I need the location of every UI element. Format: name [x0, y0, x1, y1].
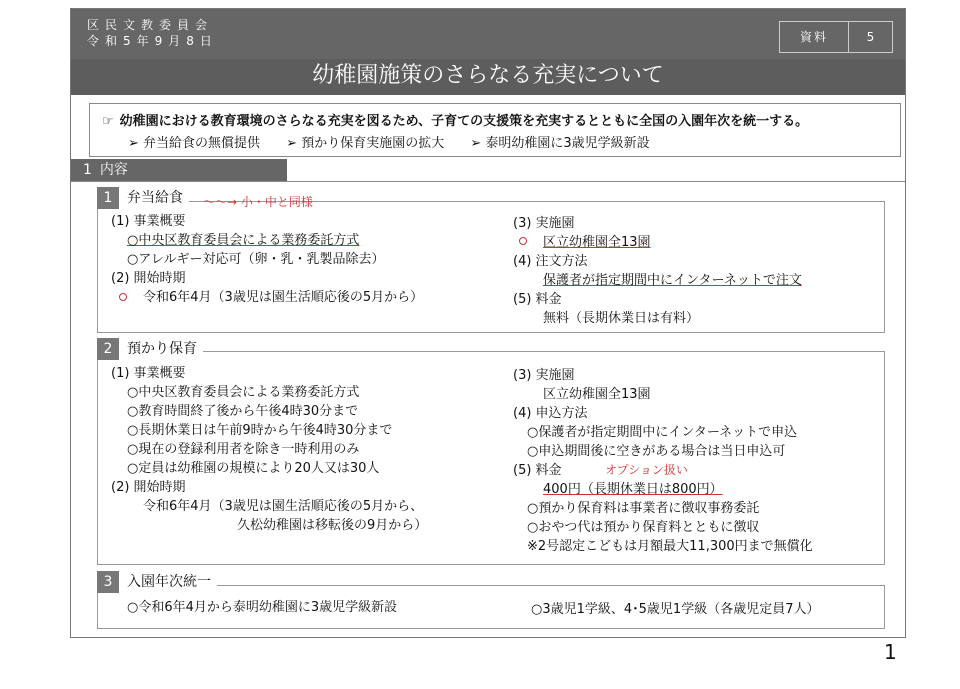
doc-number: 5: [866, 30, 875, 44]
childcare-right-line: 400円（長期休業日は800円）: [543, 482, 723, 497]
childcare-right-line: ○おやつ代は預かり保育料とともに徴収: [527, 520, 760, 535]
childcare-left-line: (2) 開始時期: [111, 480, 186, 495]
summary-item: ➢ 泰明幼稚園に3歳児学級新設: [470, 136, 650, 151]
childcare-left-line: ○中央区教育委員会による業務委託方式: [127, 385, 360, 400]
enrollment-title: 入園年次統一: [127, 574, 211, 590]
childcare-left-line: ○定員は幼稚園の規模により20人又は30人: [127, 461, 380, 476]
pointing-hand-icon: ☞: [102, 114, 114, 129]
enrollment-right-line: ○3歳児1学級、4･5歳児1学級（各歳児定員7人）: [531, 602, 820, 617]
handwritten-mark: [519, 237, 527, 245]
summary-box: [89, 103, 901, 157]
lunch-left-line: ○アレルギー対応可（卵・乳・乳製品除去）: [127, 252, 385, 267]
page-number: 1: [884, 640, 897, 664]
childcare-number: 2: [97, 338, 119, 360]
childcare-right-line: 区立幼稚園全13園: [543, 387, 651, 402]
childcare-right-line: (5) 料金: [513, 463, 562, 478]
childcare-left-line: (1) 事業概要: [111, 366, 186, 381]
section-number: 1: [83, 162, 92, 178]
childcare-right-line: ○保護者が指定期間中にインターネットで申込: [527, 425, 798, 440]
committee-info: [87, 17, 218, 49]
handwritten-note: オプション扱い: [605, 463, 688, 477]
childcare-heading: [91, 338, 203, 360]
section-label: 内容: [99, 162, 128, 178]
handwritten-mark: [119, 293, 127, 301]
childcare-title: 預かり保育: [127, 341, 197, 357]
lunch-right-line: (4) 注文方法: [513, 254, 588, 269]
enrollment-number: 3: [97, 571, 119, 593]
lunch-right-line: 保護者が指定期間中にインターネットで注文: [543, 273, 802, 288]
summary-item: ➢ 弁当給食の無償提供: [128, 136, 261, 151]
childcare-right-line: ○申込期間後に空きがある場合は当日申込可: [527, 444, 786, 459]
lunch-right-line: 無料（長期休業日は有料）: [543, 311, 700, 326]
summary-items: [128, 132, 672, 151]
childcare-left-line: 久松幼稚園は移転後の9月から）: [237, 518, 428, 533]
lunch-left-line: ○中央区教育委員会による業務委託方式: [127, 233, 360, 248]
childcare-right-line: (4) 申込方法: [513, 406, 588, 421]
document-number-box: [779, 21, 893, 53]
childcare-left-line: 令和6年4月（3歳児は園生活順応後の5月から、: [143, 499, 424, 514]
committee-name: 区民文教委員会: [87, 18, 214, 32]
lunch-title: 弁当給食: [127, 190, 183, 206]
handwritten-note: 〜〜→ 小・中と同様: [203, 195, 313, 209]
enrollment-left-line: ○令和6年4月から泰明幼稚園に3歳児学級新設: [127, 600, 398, 615]
childcare-left-line: ○教育時間終了後から午後4時30分まで: [127, 404, 359, 419]
enrollment-heading: [91, 571, 217, 593]
doc-label: 資料: [780, 22, 849, 52]
lunch-right-line: (5) 料金: [513, 292, 562, 307]
summary-text: 幼稚園における教育環境のさらなる充実を図るため、子育ての支援策を充実するとともに全国の入園年次を統一する。: [119, 114, 809, 129]
meeting-date: 令和5年9月8日: [87, 34, 218, 48]
childcare-right-line: (3) 実施園: [513, 368, 575, 383]
lunch-left-line: (1) 事業概要: [111, 214, 186, 229]
childcare-right-line: ○預かり保育料は事業者に徴収事務委託: [527, 501, 760, 516]
lunch-number: 1: [97, 187, 119, 209]
summary-text-line: [102, 110, 808, 129]
lunch-left-line: (2) 開始時期: [111, 271, 186, 286]
lunch-right-line: 区立幼稚園全13園: [543, 235, 651, 250]
childcare-left-line: ○現在の登録利用者を除き一時利用のみ: [127, 442, 360, 457]
page-title: 幼稚園施策のさらなる充実について: [312, 63, 664, 88]
lunch-heading: [91, 187, 189, 209]
document-page: [70, 8, 906, 638]
childcare-left-line: ○長期休業日は午前9時から午後4時30分まで: [127, 423, 393, 438]
lunch-right-line: (3) 実施園: [513, 216, 575, 231]
section-tab: [71, 159, 287, 181]
lunch-left-line: 令和6年4月（3歳児は園生活順応後の5月から）: [143, 290, 424, 305]
childcare-right-line: ※2号認定こどもは月額最大11,300円まで無償化: [527, 539, 813, 554]
summary-item: ➢ 預かり保育実施園の拡大: [286, 136, 445, 151]
